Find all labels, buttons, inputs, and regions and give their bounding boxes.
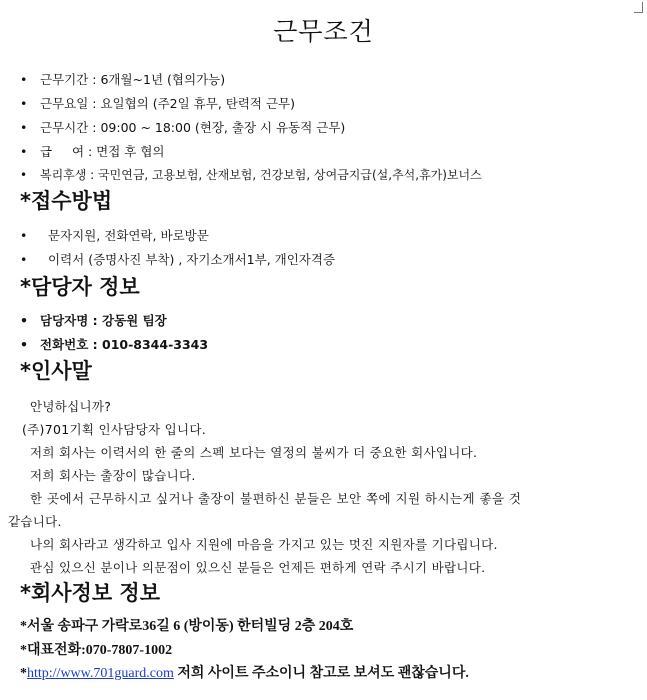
- bullet-icon: •: [20, 96, 28, 111]
- greeting-line: 나의 회사라고 생각하고 입사 지원에 마음을 가지고 있는 멋진 지원자를 기다립니다.: [30, 537, 498, 552]
- condition-item-hours: • 근무시간 : 09:00 ~ 18:00 (현장, 출장 시 유동적 근무): [20, 120, 346, 135]
- contact-item-phone: • 전화번호 : 010-8344-3343: [20, 337, 209, 352]
- condition-item-period: • 근무기간 : 6개월~1년 (협의가능): [20, 72, 226, 87]
- company-phone: *대표전화:070-7807-1002: [20, 643, 173, 658]
- bullet-icon: •: [20, 168, 28, 182]
- company-address: *서울 송파구 가락로36길 6 (방이동) 한터빌딩 2층 204호: [20, 619, 354, 634]
- bullet-icon: •: [20, 72, 28, 87]
- apply-heading: *접수방법: [20, 189, 113, 213]
- apply-item-documents: • 이력서 (증명사진 부착) , 자기소개서1부, 개인자격증: [20, 252, 336, 267]
- condition-item-days: • 근무요일 : 요일협의 (주2일 휴무, 탄력적 근무): [20, 96, 296, 111]
- bullet-icon: •: [20, 144, 28, 159]
- contact-item-name: • 담당자명 : 강동원 팀장: [20, 313, 167, 328]
- bullet-icon: •: [20, 313, 28, 328]
- greeting-heading: *인사말: [20, 359, 92, 383]
- condition-item-salary: • 급 여 : 면접 후 협의: [20, 144, 165, 159]
- apply-item-contact: • 문자지원, 전화연락, 바로방문: [20, 228, 209, 243]
- greeting-line: 한 곳에서 근무하시고 싶거나 출장이 불편하신 분들은 보안 쪽에 지원 하시는게 좋을 것: [30, 491, 522, 506]
- company-site-note: 저희 사이트 주소이니 참고로 보셔도 괜찮습니다.: [173, 666, 469, 681]
- bullet-icon: •: [20, 252, 28, 267]
- bullet-icon: •: [20, 120, 28, 135]
- condition-item-benefits: • 복리후생 : 국민연금, 고용보험, 산재보험, 건강보험, 상여금지급(설,추석,휴가)보너스: [20, 168, 482, 182]
- bullet-icon: •: [20, 337, 28, 352]
- company-heading: *회사정보 정보: [20, 581, 161, 605]
- bullet-icon: •: [20, 228, 28, 243]
- company-site-row: *http://www.701guard.com 저희 사이트 주소이니 참고로 보셔도 괜찮습니다.: [20, 666, 469, 681]
- greeting-line: (주)701기획 인사담당자 입니다.: [22, 422, 207, 437]
- company-site-link[interactable]: http://www.701guard.com: [27, 666, 174, 681]
- document-title: 근무조건: [273, 17, 374, 46]
- greeting-line: 안녕하십니까?: [30, 399, 112, 414]
- greeting-line: 저희 회사는 이력서의 한 줄의 스펙 보다는 열정의 불씨가 더 중요한 회사입니다.: [30, 445, 478, 460]
- greeting-line: 같습니다.: [8, 514, 62, 529]
- greeting-line: 저희 회사는 출장이 많습니다.: [30, 468, 196, 483]
- greeting-line: 관심 있으신 분이나 의문점이 있으신 분들은 언제든 편하게 연락 주시기 바랍니다.: [30, 560, 486, 575]
- contact-heading: *담당자 정보: [20, 275, 140, 299]
